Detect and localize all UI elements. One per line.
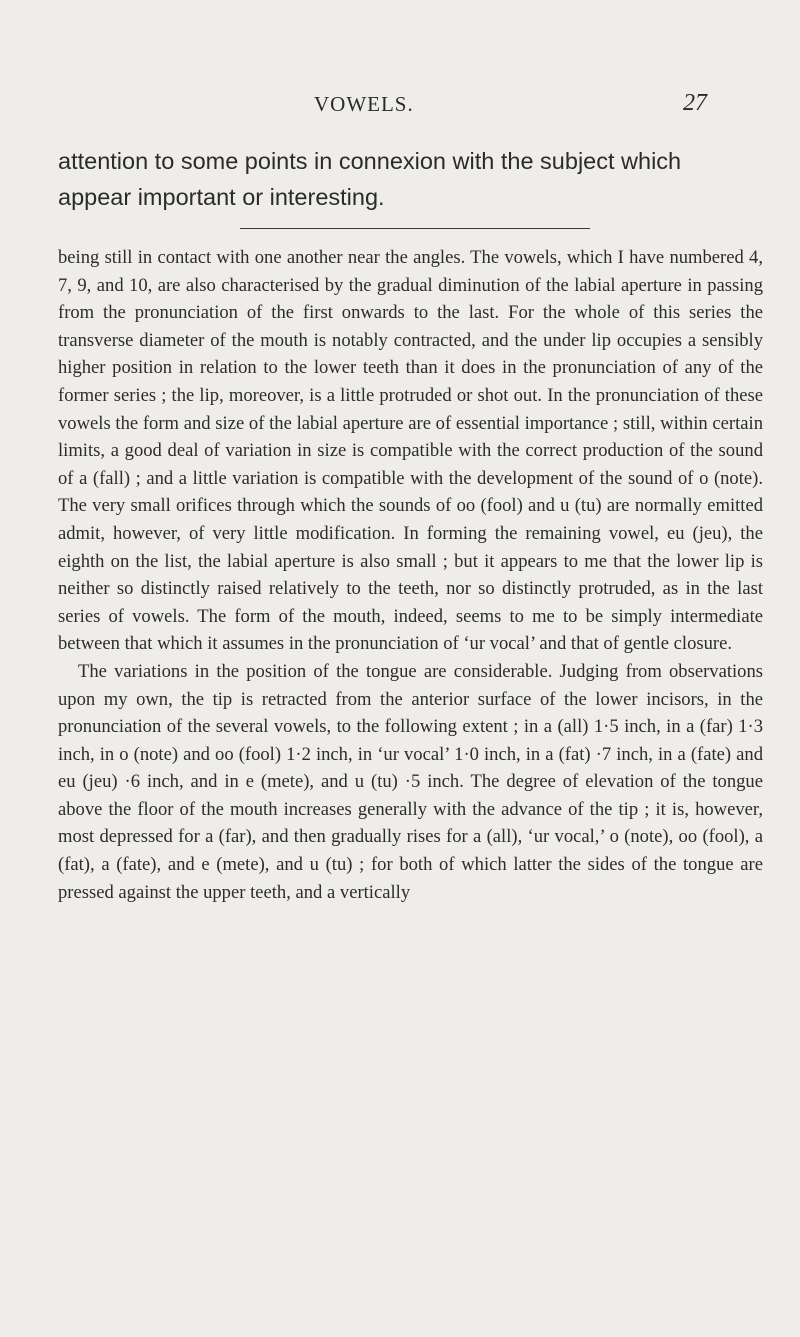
paragraph-1: being still in contact with one another near the angles. The vowels, which I have numbered 4, 7, 9, and 10, are also characterised by the gradual diminution of the labial aperture in passing from the pronunciation of the first onwards to the last. For the whole of this series the transverse diameter of the mouth is notably contracted, and the under lip occupies a sensibly higher position in relation to the lower teeth than it does in the pronunciation of any of the former series ; the lip, moreover, is a little protruded or shot out. In the pronunciation of these vowels the form and size of the labial aperture are of essential importance ; still, within certain limits, a good deal of variation in size is compatible with the correct production of the sound of a (fall) ; and a little variation is compatible with the development of the sound of o (note). The very small orifices through which the sounds of oo (fool) and u (tu) are normally emitted admit, however, of very little modification. In forming the remaining vowel, eu (jeu), the eighth on the list, the labial aperture is also small ; but it appears to me that the lower lip is neither so distinctly raised relatively to the teeth, nor so distinctly protruded, as in the last series of vowels. The form of the mouth, indeed, seems to me to be simply intermediate between that which it assumes in the pronunciation of ‘ur vocal’ and that of gentle closure. [58, 247, 763, 655]
section-divider [240, 228, 590, 229]
body-text [58, 244, 763, 906]
running-head: VOWELS. [314, 92, 414, 116]
page-header [0, 92, 800, 122]
paragraph-2: The variations in the position of the tongue are considerable. Judging from observations upon my own, the tip is retracted from the anterior surface of the lower incisors, in the pronunciation of the several vowels, to the following extent ; in a (all) 1·5 inch, in a (far) 1·3 inch, in o (note) and oo (fool) 1·2 inch, in ‘ur vocal’ 1·0 inch, in a (fat) ·7 inch, in a (fate) and eu (jeu) ·6 inch, and in e (mete), and u (tu) ·5 inch. The degree of elevation of the tongue above the floor of the mouth increases generally with the advance of the tip ; it is, however, most depressed for a (far), and then gradually rises for a (all), ‘ur vocal,’ o (note), oo (fool), a (fat), a (fate), and e (mete), and u (tu) ; for both of which latter the sides of the tongue are pressed against the upper teeth, and a vertically [58, 660, 763, 903]
page-number: 27 [683, 90, 707, 116]
intro-text: attention to some points in connexion with the subject which appear important or interesting. [58, 148, 682, 210]
